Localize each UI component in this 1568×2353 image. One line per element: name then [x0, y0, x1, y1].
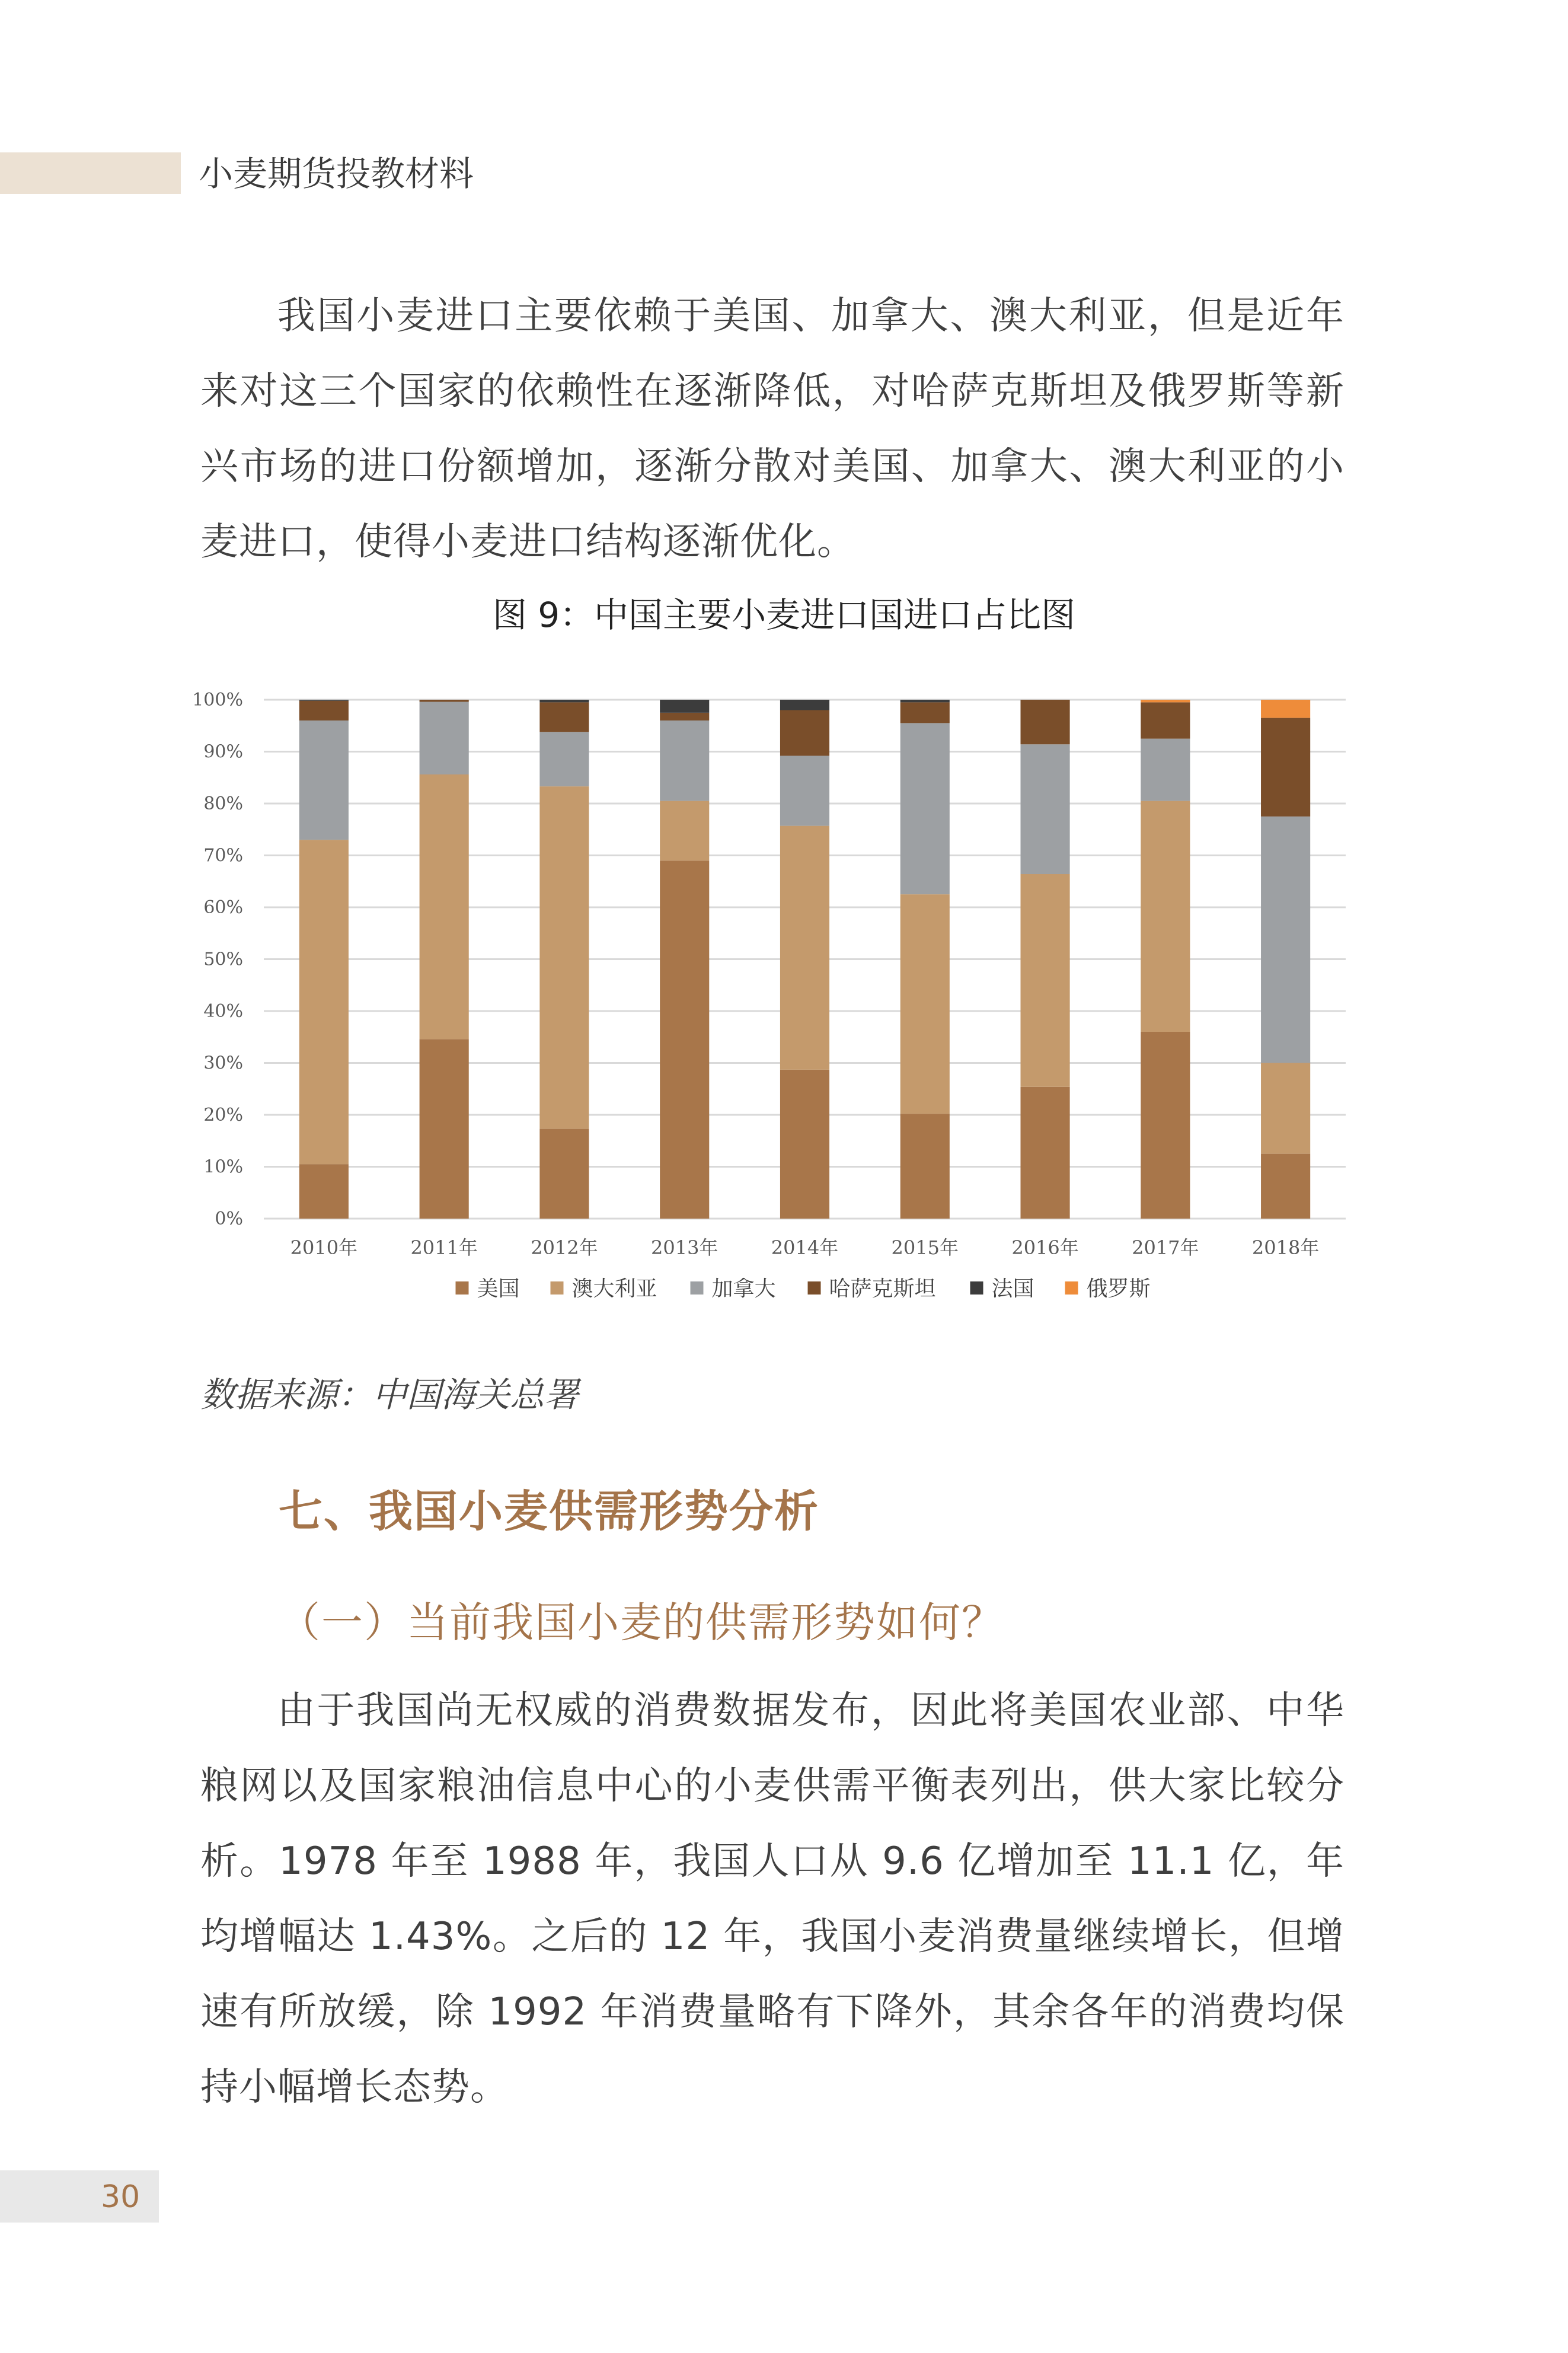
bar-segment-加拿大: [660, 720, 709, 801]
legend-label: 加拿大: [711, 1277, 776, 1301]
x-tick-label: 2014年: [771, 1236, 839, 1259]
y-tick-label: 20%: [203, 1105, 243, 1126]
bar-segment-加拿大: [900, 723, 950, 894]
data-source-note: 数据来源：中国海关总署: [200, 1375, 579, 1415]
bar-segment-澳大利亚: [1261, 1063, 1310, 1154]
bar-segment-哈萨克斯坦: [1141, 702, 1190, 738]
x-tick-label: 2018年: [1251, 1236, 1320, 1259]
bar-segment-澳大利亚: [660, 801, 709, 861]
bar-segment-法国: [780, 700, 829, 710]
y-tick-label: 0%: [215, 1209, 243, 1229]
legend-swatch: [691, 1281, 704, 1295]
legend-label: 美国: [477, 1277, 520, 1301]
bar-segment-加拿大: [299, 720, 349, 840]
bar-segment-哈萨克斯坦: [1261, 718, 1310, 817]
x-tick-label: 2011年: [410, 1236, 478, 1259]
y-tick-label: 30%: [203, 1053, 243, 1074]
legend-label: 澳大利亚: [571, 1277, 657, 1301]
bar-segment-加拿大: [1261, 817, 1310, 1063]
paragraph-text: 由于我国尚无权威的消费数据发布，因此将美国农业部、中华粮网以及国家粮油信息中心的小麦供需平衡表列出，供大家比较分析。1978 年至 1988 年，我国人口从 9.6 亿增加至 11.1 亿，年均增幅达 1.43%。之后的 12 年，我国小麦消费量继续增长，但增速有所放缓，除 1992 年消费量略有下降外，其余各年的消费均保持小幅增长态势。: [200, 1689, 1345, 2109]
bar-segment-哈萨克斯坦: [420, 700, 469, 702]
chart-bars: [299, 700, 1310, 1219]
legend-swatch: [551, 1281, 564, 1295]
bar-segment-法国: [660, 700, 709, 713]
bar-segment-哈萨克斯坦: [660, 713, 709, 720]
paragraph-import-structure: [200, 279, 1345, 580]
bar-segment-澳大利亚: [1141, 801, 1190, 1032]
chart-y-ticks: [192, 690, 243, 1229]
bar-segment-美国: [1020, 1087, 1069, 1219]
bar-segment-美国: [1141, 1032, 1190, 1219]
bar-segment-澳大利亚: [299, 840, 349, 1164]
bar-segment-美国: [299, 1164, 349, 1219]
legend-swatch: [456, 1281, 469, 1295]
bar-segment-加拿大: [420, 702, 469, 775]
chart-x-ticks: [290, 1236, 1320, 1259]
y-tick-label: 60%: [203, 897, 243, 918]
bar-segment-美国: [780, 1070, 829, 1219]
x-tick-label: 2013年: [650, 1236, 718, 1259]
legend-swatch: [1065, 1281, 1078, 1295]
bar-segment-法国: [900, 700, 950, 702]
bar-segment-加拿大: [1020, 744, 1069, 874]
x-tick-label: 2012年: [531, 1236, 598, 1259]
bar-segment-加拿大: [1141, 739, 1190, 801]
bar-segment-哈萨克斯坦: [539, 702, 589, 732]
x-tick-label: 2017年: [1132, 1236, 1199, 1259]
bar-segment-哈萨克斯坦: [1020, 700, 1069, 744]
bar-segment-澳大利亚: [1020, 874, 1069, 1087]
y-tick-label: 40%: [203, 1001, 243, 1022]
bar-segment-美国: [539, 1129, 589, 1219]
section-subheading: （一）当前我国小麦的供需形势如何？: [279, 1598, 1004, 1647]
stacked-bar-chart: [178, 682, 1399, 1328]
bar-segment-澳大利亚: [420, 774, 469, 1039]
bar-segment-美国: [1261, 1154, 1310, 1219]
bar-segment-哈萨克斯坦: [900, 702, 950, 723]
legend-swatch: [970, 1281, 983, 1295]
paragraph-supply-demand: [200, 1673, 1345, 2125]
x-tick-label: 2010年: [290, 1236, 358, 1259]
bar-segment-俄罗斯: [1261, 700, 1310, 718]
y-tick-label: 70%: [203, 845, 243, 866]
bar-segment-哈萨克斯坦: [299, 701, 349, 720]
bar-segment-法国: [539, 700, 589, 702]
legend-swatch: [808, 1281, 821, 1295]
x-tick-label: 2015年: [891, 1236, 959, 1259]
y-tick-label: 100%: [192, 690, 243, 710]
page-number: 30: [101, 2179, 140, 2215]
legend-label: 法国: [991, 1277, 1034, 1301]
bar-segment-俄罗斯: [1141, 700, 1190, 702]
bar-segment-加拿大: [539, 732, 589, 786]
y-tick-label: 10%: [203, 1156, 243, 1178]
legend-label: 哈萨克斯坦: [829, 1277, 936, 1301]
x-tick-label: 2016年: [1011, 1236, 1079, 1259]
bar-segment-美国: [660, 860, 709, 1219]
header-title: 小麦期货投教材料: [199, 154, 474, 194]
y-tick-label: 80%: [203, 793, 243, 814]
y-tick-label: 90%: [203, 741, 243, 763]
chart-legend: [456, 1277, 1151, 1301]
bar-segment-哈萨克斯坦: [780, 710, 829, 756]
bar-segment-加拿大: [780, 756, 829, 826]
section-heading: 七、我国小麦供需形势分析: [279, 1486, 819, 1537]
header-bar: [0, 152, 181, 194]
bar-segment-澳大利亚: [780, 826, 829, 1070]
y-tick-label: 50%: [203, 949, 243, 970]
bar-segment-澳大利亚: [900, 894, 950, 1114]
paragraph-text: 我国小麦进口主要依赖于美国、加拿大、澳大利亚，但是近年来对这三个国家的依赖性在逐渐降低，对哈萨克斯坦及俄罗斯等新兴市场的进口份额增加，逐渐分散对美国、加拿大、澳大利亚的小麦进口，使得小麦进口结构逐渐优化。: [200, 294, 1345, 564]
bar-segment-美国: [900, 1114, 950, 1219]
legend-label: 俄罗斯: [1086, 1277, 1151, 1301]
figure-title: 图 9：中国主要小麦进口国进口占比图: [492, 595, 1076, 635]
bar-segment-法国: [299, 700, 349, 701]
bar-segment-美国: [420, 1039, 469, 1219]
bar-segment-澳大利亚: [539, 786, 589, 1129]
